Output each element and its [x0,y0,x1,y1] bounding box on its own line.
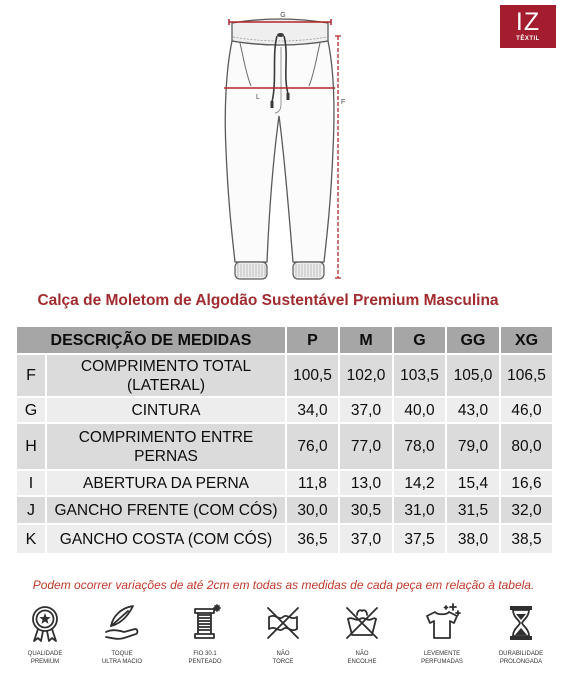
table-row [16,423,553,470]
pants-outline [225,41,334,262]
feature-label-line2: PERFUMADAS [421,659,463,665]
logo-subtitle: TÊXTIL [516,36,540,42]
description-header: DESCRIÇÃO DE MEDIDAS [16,326,286,354]
feather-hand-icon [102,603,142,643]
feature-label [166,650,244,666]
brand-logo [500,5,556,48]
table-row [16,354,553,397]
value-gg: 79,0 [446,423,500,470]
value-p: 34,0 [286,397,339,423]
row-description: COMPRIMENTO TOTAL (LATERAL) [46,354,286,397]
table-header-row [16,326,553,354]
value-p: 11,8 [286,470,339,496]
feature-label [244,650,322,666]
feature-label-line2: PREMIUM [30,659,60,665]
value-g: 40,0 [393,397,446,423]
feature-no-shrink [323,603,401,666]
row-description: COMPRIMENTO ENTRE PERNAS [46,423,286,470]
size-header-g: G [393,326,446,354]
feature-label-line1: NÃO [276,651,290,657]
value-gg: 15,4 [446,470,500,496]
feature-label-line2: TORCE [272,659,294,665]
table-row [16,397,553,423]
size-header-xg: XG [500,326,553,354]
medal-icon [25,603,65,643]
row-code: F [16,354,46,397]
feature-soft-touch [83,603,161,666]
row-description: CINTURA [46,397,286,423]
value-xg: 106,5 [500,354,553,397]
logo-name: IZ [515,8,541,36]
row-description: GANCHO FRENTE (COM CÓS) [46,496,286,524]
row-code: G [16,397,46,423]
label-l: L [256,94,260,101]
table-row [16,524,553,554]
feature-no-wring [244,603,322,666]
row-description: GANCHO COSTA (COM CÓS) [46,524,286,554]
product-title: Calça de Moletom de Algodão Sustentável Premium Masculina [37,292,499,309]
feature-label-line1: QUALIDADE [27,651,63,657]
value-xg: 38,5 [500,524,553,554]
feature-label-line1: DURABILIDADE [498,651,544,657]
feature-label-line1: FIO 30.1 [193,651,217,657]
value-g: 78,0 [393,423,446,470]
feature-label [482,650,560,666]
value-m: 30,5 [339,496,393,524]
value-gg: 43,0 [446,397,500,423]
feature-label-line2: ENCOLHE [347,659,377,665]
value-g: 14,2 [393,470,446,496]
drawstring-knot [277,33,284,37]
row-code: I [16,470,46,496]
value-g: 103,5 [393,354,446,397]
table-row [16,496,553,524]
drawstring-tip-left [271,101,274,108]
tshirt-sparkle-icon [422,603,462,643]
value-xg: 16,6 [500,470,553,496]
size-header-m: M [339,326,393,354]
value-m: 37,0 [339,397,393,423]
feature-label-line1: TOQUE [111,651,133,657]
row-code: H [16,423,46,470]
thread-spool-icon [185,603,225,643]
row-description: ABERTURA DA PERNA [46,470,286,496]
value-p: 76,0 [286,423,339,470]
value-m: 13,0 [339,470,393,496]
value-xg: 80,0 [500,423,553,470]
value-m: 37,0 [339,524,393,554]
value-p: 30,0 [286,496,339,524]
value-p: 100,5 [286,354,339,397]
feature-label-line1: NÃO [355,651,369,657]
value-gg: 105,0 [446,354,500,397]
value-g: 37,5 [393,524,446,554]
value-m: 102,0 [339,354,393,397]
label-f: F [341,99,346,106]
feature-label-line2: PENTEADO [188,659,222,665]
value-gg: 31,5 [446,496,500,524]
feature-perfumed [403,603,481,666]
value-xg: 32,0 [500,496,553,524]
row-code: K [16,524,46,554]
feature-label-line1: LEVEMENTE [423,651,461,657]
value-p: 36,5 [286,524,339,554]
feature-combed-yarn [166,603,244,666]
feature-quality [6,603,84,666]
feature-label-line2: PROLONGADA [499,659,543,665]
no-wring-icon [263,603,303,643]
value-gg: 38,0 [446,524,500,554]
no-shrink-icon [342,603,382,643]
feature-durability [482,603,560,666]
size-header-p: P [286,326,339,354]
size-table [15,325,554,555]
feature-label [323,650,401,666]
row-code: J [16,496,46,524]
feature-label [6,650,84,666]
pants-diagram [215,5,355,287]
right-cuff [293,262,324,279]
label-g: G [280,12,286,19]
value-xg: 46,0 [500,397,553,423]
drawstring-tip-right [287,93,290,100]
value-m: 77,0 [339,423,393,470]
table-row [16,470,553,496]
tolerance-note: Podem ocorrer variações de até 2cm em todas as medidas de cada peça em relação à tabela. [32,578,535,592]
feature-label [83,650,161,666]
feature-label [403,650,481,666]
hourglass-icon [501,603,541,643]
value-g: 31,0 [393,496,446,524]
size-header-gg: GG [446,326,500,354]
feature-label-line2: ULTRA MACIO [101,659,143,665]
